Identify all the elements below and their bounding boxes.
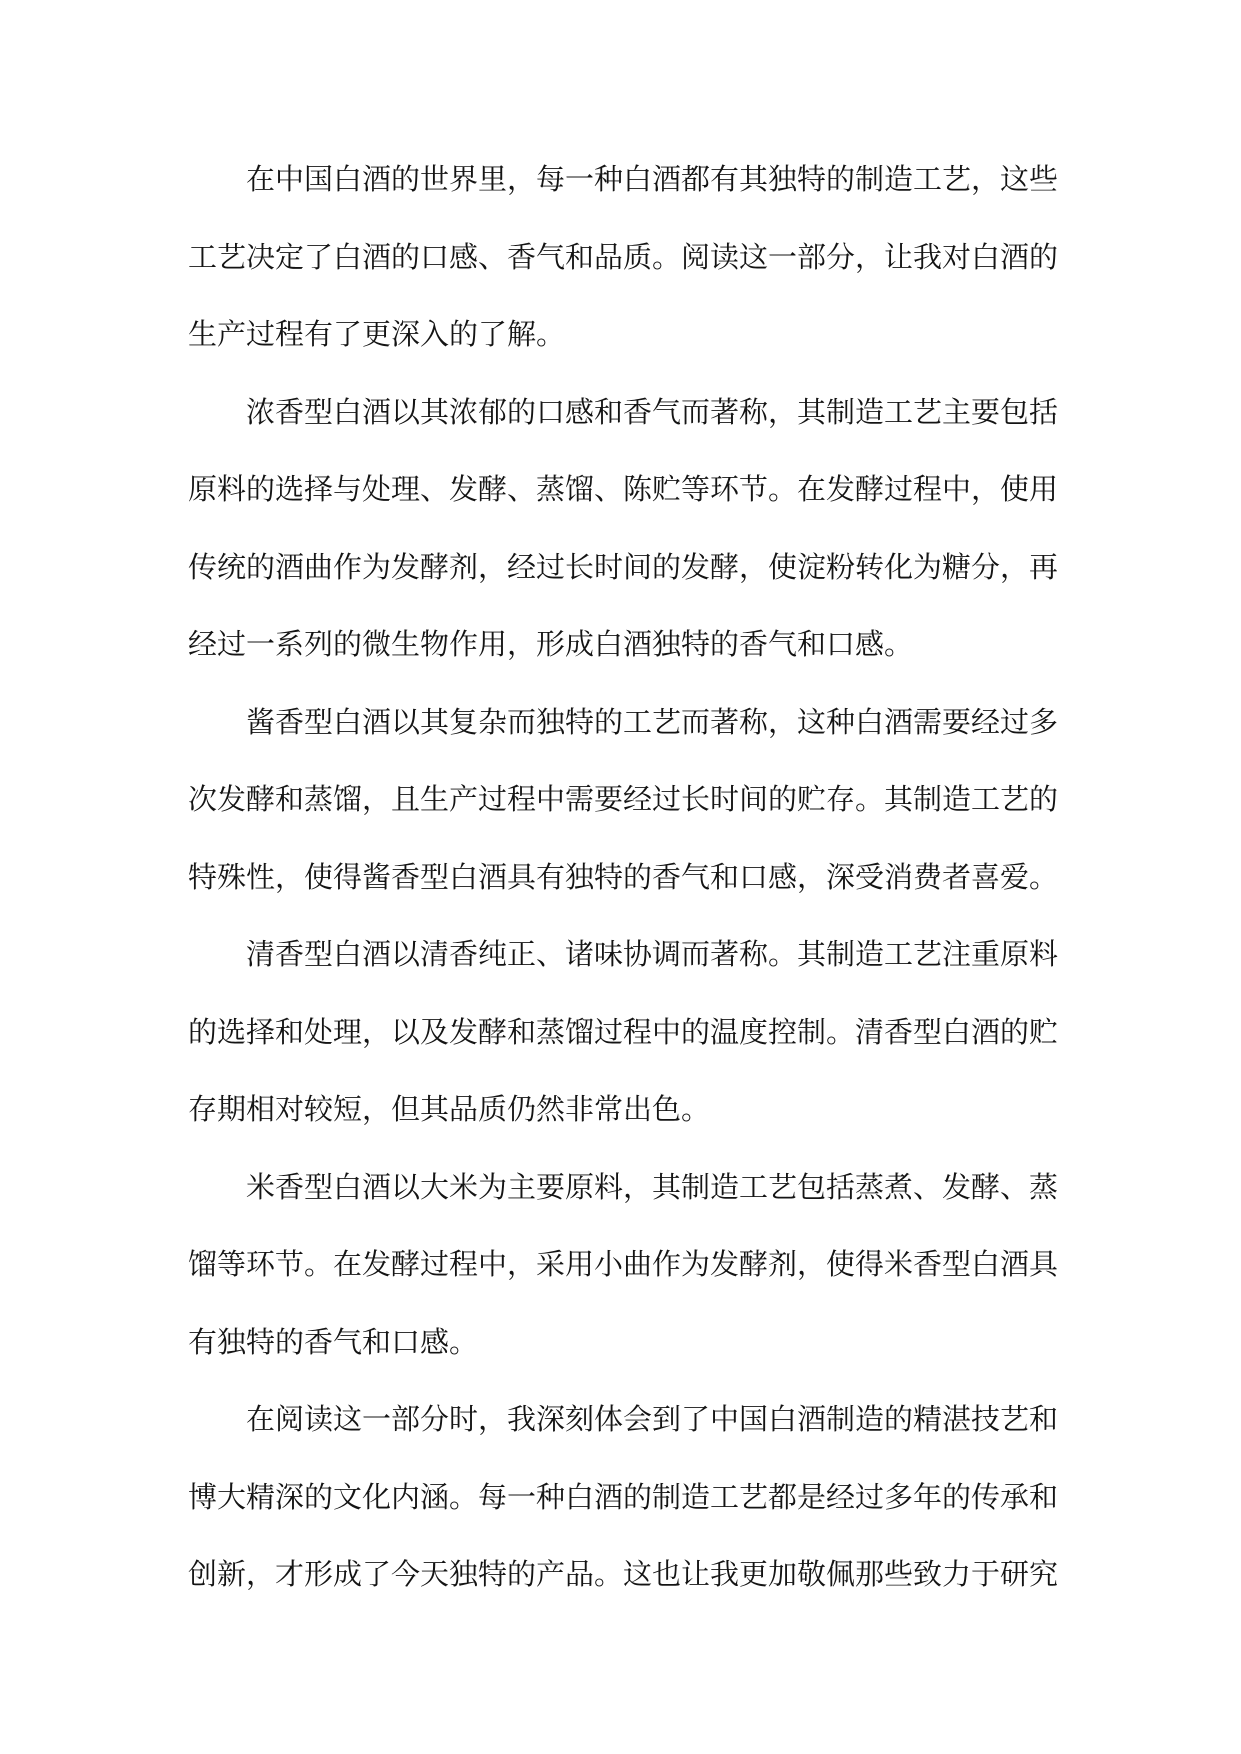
document-body [188,141,1058,1614]
paragraph-light-aroma: 清香型白酒以清香纯正、诸味协调而著称。其制造工艺注重原料的选择和处理，以及发酵和蒸馏过程中的温度控制。清香型白酒的贮存期相对较短，但其品质仍然非常出色。 [188,937,1059,1126]
paragraph-reflection: 在阅读这一部分时，我深刻体会到了中国白酒制造的精湛技艺和博大精深的文化内涵。每一种白酒的制造工艺都是经过多年的传承和创新，才形成了今天独特的产品。这也让我更加敬佩那些致力于研究 [188,1402,1059,1591]
paragraph-sauce-aroma: 酱香型白酒以其复杂而独特的工艺而著称，这种白酒需要经过多次发酵和蒸馏，且生产过程中需要经过长时间的贮存。其制造工艺的特殊性，使得酱香型白酒具有独特的香气和口感，深受消费者喜爱。 [188,704,1059,894]
paragraph-rice-aroma: 米香型白酒以大米为主要原料，其制造工艺包括蒸煮、发酵、蒸馏等环节。在发酵过程中，采用小曲作为发酵剂，使得米香型白酒具有独特的香气和口感。 [188,1169,1059,1359]
paragraph-strong-aroma: 浓香型白酒以其浓郁的口感和香气而著称，其制造工艺主要包括原料的选择与处理、发酵、蒸馏、陈贮等环节。在发酵过程中，使用传统的酒曲作为发酵剂，经过长时间的发酵，使淀粉转化为糖分，再经过一系列的微生物作用，形成白酒独特的香气和口感。 [188,394,1059,661]
paragraph-intro: 在中国白酒的世界里，每一种白酒都有其独特的制造工艺，这些工艺决定了白酒的口感、香气和品质。阅读这一部分，让我对白酒的生产过程有了更深入的了解。 [188,162,1059,351]
